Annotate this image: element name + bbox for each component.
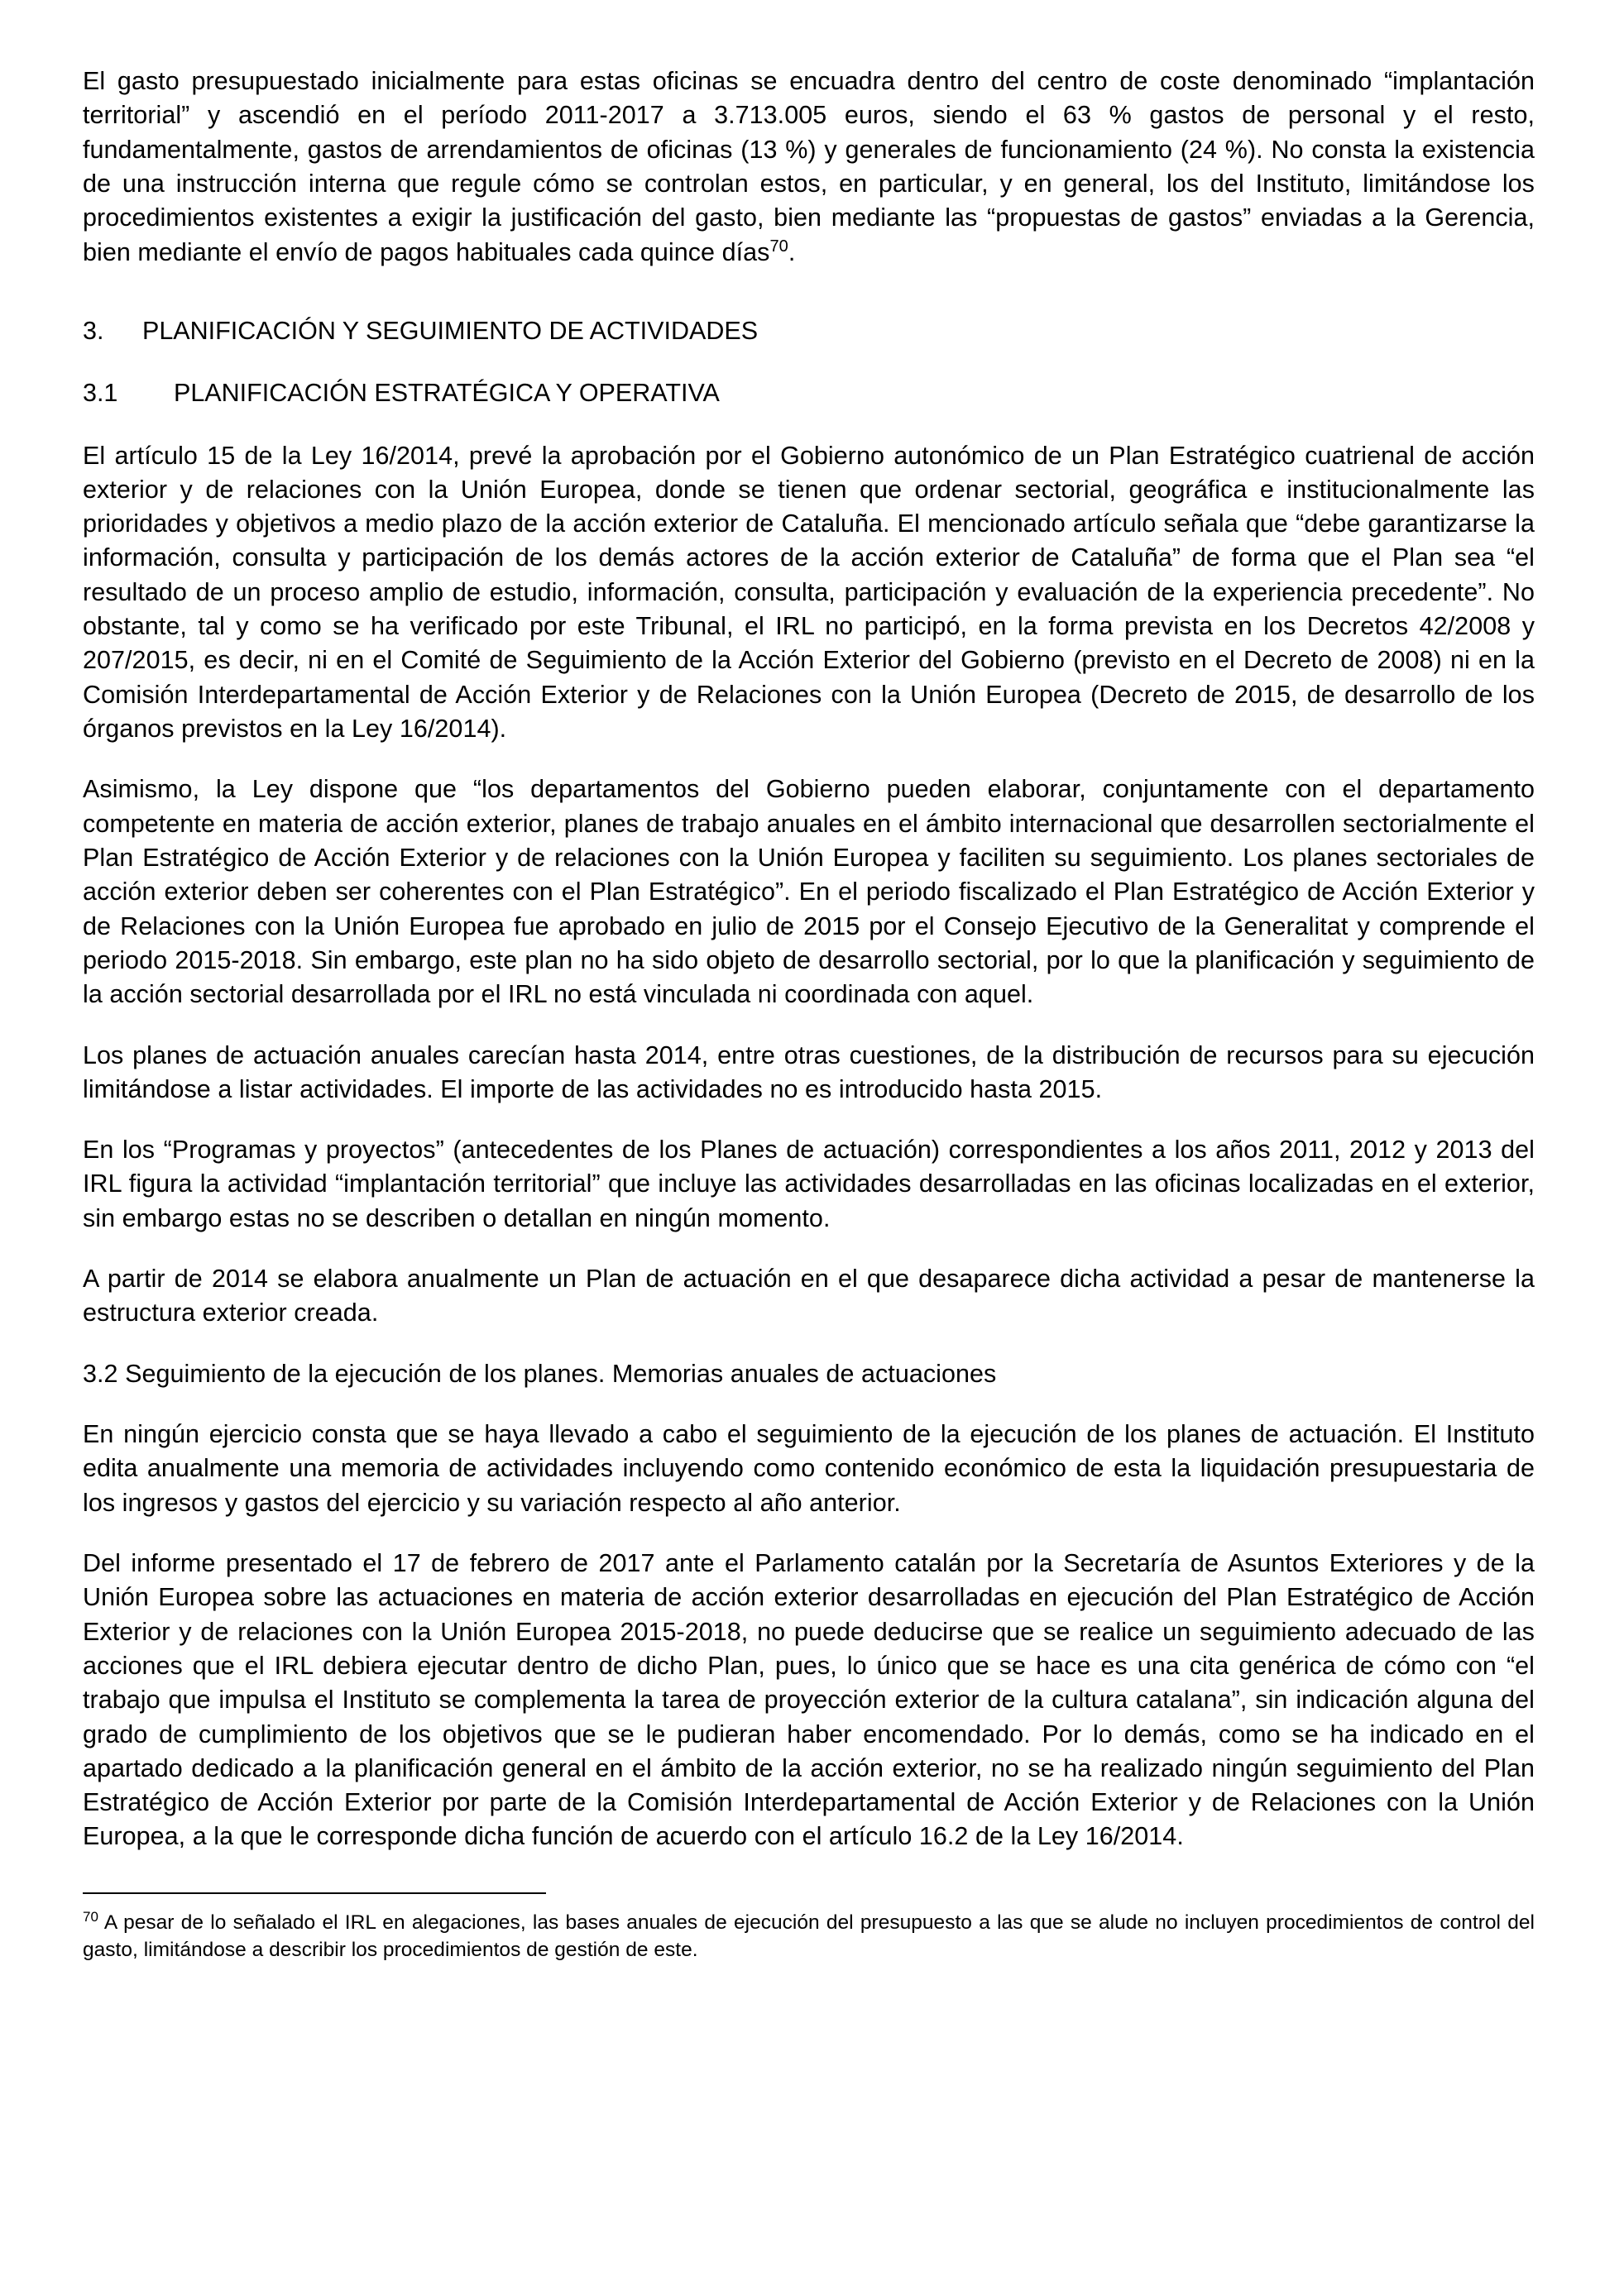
- footnote-number: 70: [83, 1908, 98, 1925]
- section-title-3-2: Seguimiento de la ejecución de los planes. Memorias anuales de actuaciones: [125, 1359, 997, 1388]
- section-number-3-1: 3.1: [83, 379, 118, 408]
- intro-paragraph: El gasto presupuestado inicialmente para estas oficinas se encuadra dentro del centro de coste denominado “implantación territorial” y ascendió en el período 2011-2017 a 3.713.005 euros, siendo el 63 % gastos de personal y el resto, fundamentalmente, gastos de arrendamientos de oficinas (13 %) y generales de funcionamiento (24 %). No consta la existencia de una instrucción interna que regule cómo se controlan estos, en particular, y en general, los del Instituto, limitándose los procedimientos existentes a exigir la justificación del gasto, bien mediante las “propuestas de gastos” enviadas a la Gerencia, bien mediante el envío de pagos habituales cada quince días$^{70}$.: [83, 67, 1535, 266]
- paragraph-7: Del informe presentado el 17 de febrero de 2017 ante el Parlamento catalán por la Secretaría de Asuntos Exteriores y de la Unión Europea sobre las actuaciones en materia de acción exterior desarrolladas en ejecución del Plan Estratégico de Acción Exterior y de relaciones con la Unión Europea 2015-2018, no puede deducirse que se realice un seguimiento adecuado de las acciones que el IRL debiera ejecutar dentro de dicho Plan, pues, lo único que se hace es una cita genérica de cómo con “el trabajo que impulsa el Instituto se complementa la tarea de proyección exterior de la cultura catalana”, sin indicación alguna del grado de cumplimiento de los objetivos que se le pudieran haber encomendado. Por lo demás, como se ha indicado en el apartado dedicado a la planificación general en el ámbito de la acción exterior, no se ha realizado ningún seguimiento del Plan Estratégico de Acción Exterior por parte de la Comisión Interdepartamental de Acción Exterior y de Relaciones con la Unión Europea, a la que le corresponde dicha función de acuerdo con el artículo 16.2 de la Ley 16/2014.: [83, 1548, 1535, 1851]
- section-number-3: 3.: [83, 316, 104, 345]
- footnote-text: A pesar de lo señalado el IRL en alegaciones, las bases anuales de ejecución del presupuesto a las que se alude no incluyen procedimientos de control del gasto, limitándose a describir los procedimientos de gestión de este.: [83, 1911, 1535, 1961]
- footnote-separator: [83, 1892, 546, 1894]
- section-title-3-1: PLANIFICACIÓN ESTRATÉGICA Y OPERATIVA: [174, 379, 720, 408]
- footnote-marker-70: 70: [769, 237, 788, 256]
- paragraph-3: Los planes de actuación anuales carecían hasta 2014, entre otras cuestiones, de la distribución de recursos para su ejecución limitándose a listar actividades. El importe de las actividades no es introducido hasta 2015.: [83, 1040, 1535, 1103]
- section-title-3: PLANIFICACIÓN Y SEGUIMIENTO DE ACTIVIDADES: [142, 316, 759, 345]
- section-heading-3-2: [83, 1357, 1535, 1391]
- footnote-area: [83, 1892, 1535, 1964]
- paragraph-1: El artículo 15 de la Ley 16/2014, prevé la aprobación por el Gobierno autonómico de un Plan Estratégico cuatrienal de acción exterior y de relaciones con la Unión Europea, donde se tienen que ordenar sectorial, geográfica e institucionalmente las prioridades y objetivos a medio plazo de la acción exterior de Cataluña. El mencionado artículo señala que “debe garantizarse la información, consulta y participación de los demás actores de la acción exterior de Cataluña” de forma que el Plan sea “el resultado de un proceso amplio de estudio, información, consulta, participación y evaluación de la experiencia precedente”. No obstante, tal y como se ha verificado por este Tribunal, el IRL no participó, en la forma prevista en los Decretos 42/2008 y 207/2015, es decir, ni en el Comité de Seguimiento de la Acción Exterior del Gobierno (previsto en el Decreto de 2008) ni en la Comisión Interdepartamental de Acción Exterior y de Relaciones con la Unión Europea (Decreto de 2015, de desarrollo de los órganos previstos en la Ley 16/2014).: [83, 441, 1535, 743]
- paragraph-4: En los “Programas y proyectos” (antecedentes de los Planes de actuación) correspondientes a los años 2011, 2012 y 2013 del IRL figura la actividad “implantación territorial” que incluye las actividades desarrolladas en las oficinas localizadas en el exterior, sin embargo estas no se describen o detallan en ningún momento.: [83, 1136, 1535, 1232]
- section-heading-3: [83, 314, 1535, 348]
- footnote-70: [83, 1909, 1535, 1964]
- paragraph-5: A partir de 2014 se elabora anualmente un Plan de actuación en el que desaparece dicha actividad a pesar de mantenerse la estructura exterior creada.: [83, 1265, 1535, 1327]
- section-number-3-2: 3.2: [83, 1359, 118, 1388]
- paragraph-6: En ningún ejercicio consta que se haya llevado a cabo el seguimiento de la ejecución de los planes de actuación. El Instituto edita anualmente una memoria de actividades incluyendo como contenido económico de esta la liquidación presupuestaria de los ingresos y gastos del ejercicio y su variación respecto al año anterior.: [83, 1420, 1535, 1517]
- paragraph-2: Asimismo, la Ley dispone que “los departamentos del Gobierno pueden elaborar, conjuntamente con el departamento competente en materia de acción exterior, planes de trabajo anuales en el ámbito internacional que desarrollen sectorialmente el Plan Estratégico de Acción Exterior y de relaciones con la Unión Europea y faciliten su seguimiento. Los planes sectoriales de acción exterior deben ser coherentes con el Plan Estratégico”. En el periodo fiscalizado el Plan Estratégico de Acción Exterior y de Relaciones con la Unión Europea fue aprobado en julio de 2015 por el Consejo Ejecutivo de la Generalitat y comprende el periodo 2015-2018. Sin embargo, este plan no ha sido objeto de desarrollo sectorial, por lo que la planificación y seguimiento de la acción sectorial desarrollada por el IRL no está vinculada ni coordinada con aquel.: [83, 775, 1535, 1009]
- intro-paragraph-text: El gasto presupuestado inicialmente para estas oficinas se encuadra dentro del centro de coste denominado “implantación territorial” y ascendió en el período 2011-2017 a 3.713.005 euros, siendo el 63 % gastos de personal y el resto, fundamentalmente, gastos de arrendamientos de oficinas (13 %) y generales de funcionamiento (24 %). No consta la existencia de una instrucción interna que regule cómo se controlan estos, en particular, y en general, los del Instituto, limitándose los procedimientos existentes a exigir la justificación del gasto, bien mediante las “propuestas de gastos” enviadas a la Gerencia, bien mediante el envío de pagos habituales cada quince días: [83, 67, 1535, 266]
- section-heading-3-1: [83, 376, 1535, 410]
